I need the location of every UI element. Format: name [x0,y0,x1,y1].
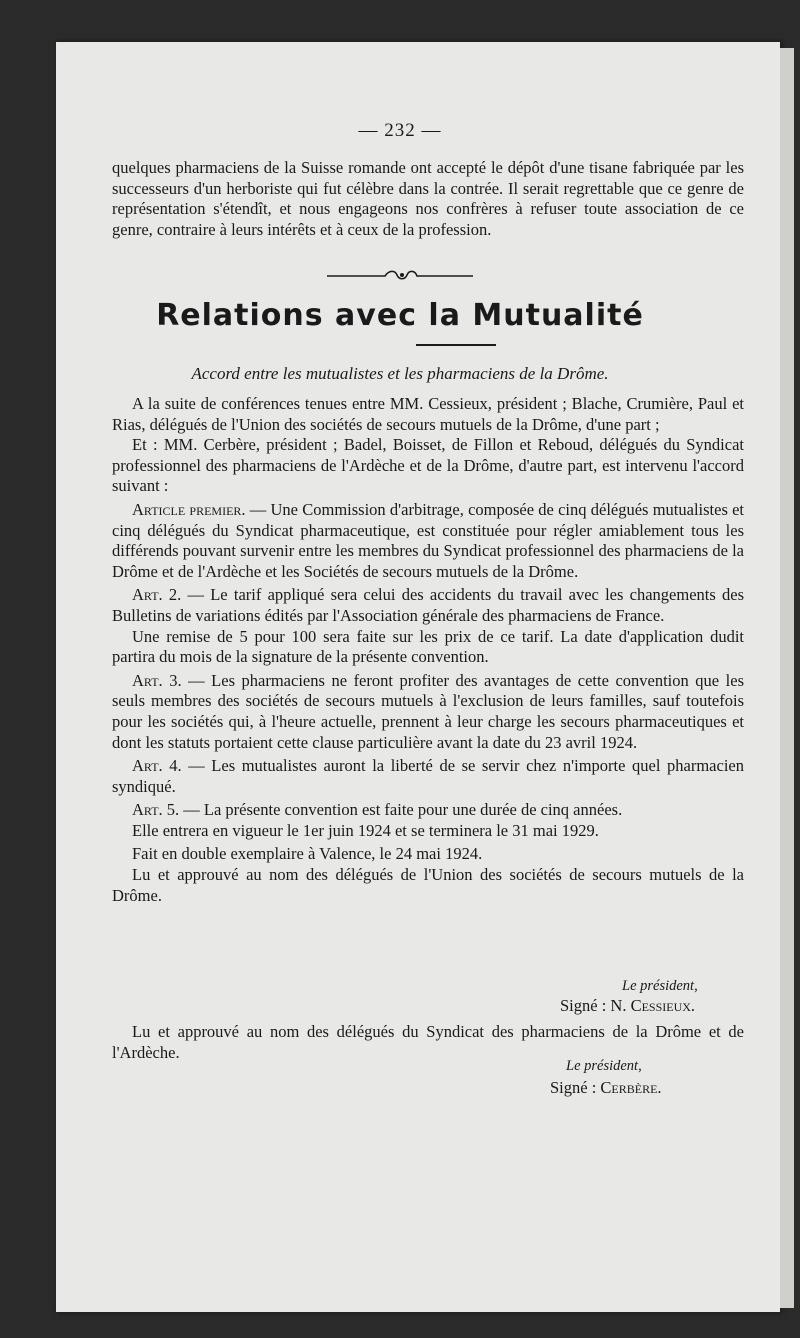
signature-2-prefix: Signé : [550,1078,601,1097]
approval-syndicate: Lu et approuvé au nom des délégués du Syndicat des pharmaciens de la Drôme et de l'Ardèche. [112,1022,744,1062]
signature-1-title: Le président, [622,978,698,994]
article-5-label: Art. 5. [132,800,180,820]
intro-paragraph: quelques pharmaciens de la Suisse romande ont accepté le dépôt d'une tisane fabriquée par les successeurs d'un herboriste qui fut célèbre dans la contrée. Il serait regrettable que ce genre de représentation s'étendît, et nous engageons nos confrères à refuser toute association de ce genre, contraire à leurs intérêts et à ceux de la profession. [112,158,744,239]
signature-2 [550,1078,662,1098]
paragraph-parties-2: Et : MM. Cerbère, président ; Badel, Boisset, de Fillon et Reboud, délégués du Syndicat professionnel des pharmaciens de l'Ardèche et de la Drôme, d'autre part, est intervenu l'accord suivant : [112,435,744,496]
article-2-text: — Le tarif appliqué sera celui des accidents du travail avec les changements des Bulletins de variations édités par l'Association générale des pharmaciens de France. [112,585,745,625]
approval-union: Lu et approuvé au nom des délégués de l'Union des sociétés de secours mutuels de la Drôme. [112,865,744,905]
signature-1-name: Cessieux. [630,996,696,1015]
signature-2-title: Le président, [566,1058,642,1074]
intro-paragraph-block [112,158,744,240]
section-subheading: Accord entre les mutualistes et les pharmaciens de la Drôme. [191,364,609,383]
article-1-label: Article premier. [132,499,246,519]
agreement-body [112,394,744,906]
article-4 [112,756,744,797]
section-heading: Relations avec la Mutualité [156,298,644,333]
article-2 [112,585,744,626]
article-2-continuation: Une remise de 5 pour 100 sera faite sur les prix de ce tarif. La date d'application dudit partira du mois de la signature de la présente convention. [112,626,744,667]
page-edge [780,48,794,1308]
article-1-text: — Une Commission d'arbitrage, composée de cinq délégués mutualistes et cinq délégués du Syndicat pharmaceutique, est constituée pour régler amiablement tous les différends pouvant survenir entre les membres du Syndicat professionnel des pharmaciens de la Drôme et de l'Ardèche et les Sociétés de secours mutuels de la Drôme. [112,499,745,581]
signature-1 [560,996,695,1016]
paragraph-parties-1: A la suite de conférences tenues entre MM. Cessieux, président ; Blache, Crumière, Paul et Rias, délégués de l'Union des sociétés de secours mutuels de la Drôme, d'une part ; [112,394,744,434]
article-5-text: — La présente convention est faite pour une durée de cinq années. [179,800,623,820]
article-4-text: — Les mutualistes auront la liberté de se servir chez n'importe quel pharmacien syndiqué. [112,756,744,796]
article-3-label: Art. 3. [132,670,182,690]
done-at-line: Fait en double exemplaire à Valence, le 24 mai 1924. [132,844,483,864]
signature-1-prefix: Signé : N. [560,996,631,1015]
page-number: — 232 — [358,120,442,141]
article-2-label: Art. 2. [132,585,182,605]
ornament-divider [0,268,800,287]
article-4-label: Art. 4. [132,756,182,776]
article-1 [112,500,744,582]
article-3-text: — Les pharmaciens ne feront profiter des avantages de cette convention que les seuls membres des sociétés de secours mutuels à l'exclusion de leurs familles, sauf toutefois pour les sociétés qui, à l'heure actuelle, prennent à leur charge les secours pharmaceutiques et dont les statuts portaient cette clause particulière avant la date du 23 avril 1924. [112,670,745,752]
article-5 [112,800,744,821]
heading-rule [416,344,496,346]
approval-syndicate-block [112,1022,744,1063]
article-5-continuation: Elle entrera en vigueur le 1er juin 1924 et se terminera le 31 mai 1929. [132,820,599,840]
flourish-icon [325,268,475,282]
article-3 [112,671,744,753]
signature-2-name: Cerbère. [600,1078,662,1097]
